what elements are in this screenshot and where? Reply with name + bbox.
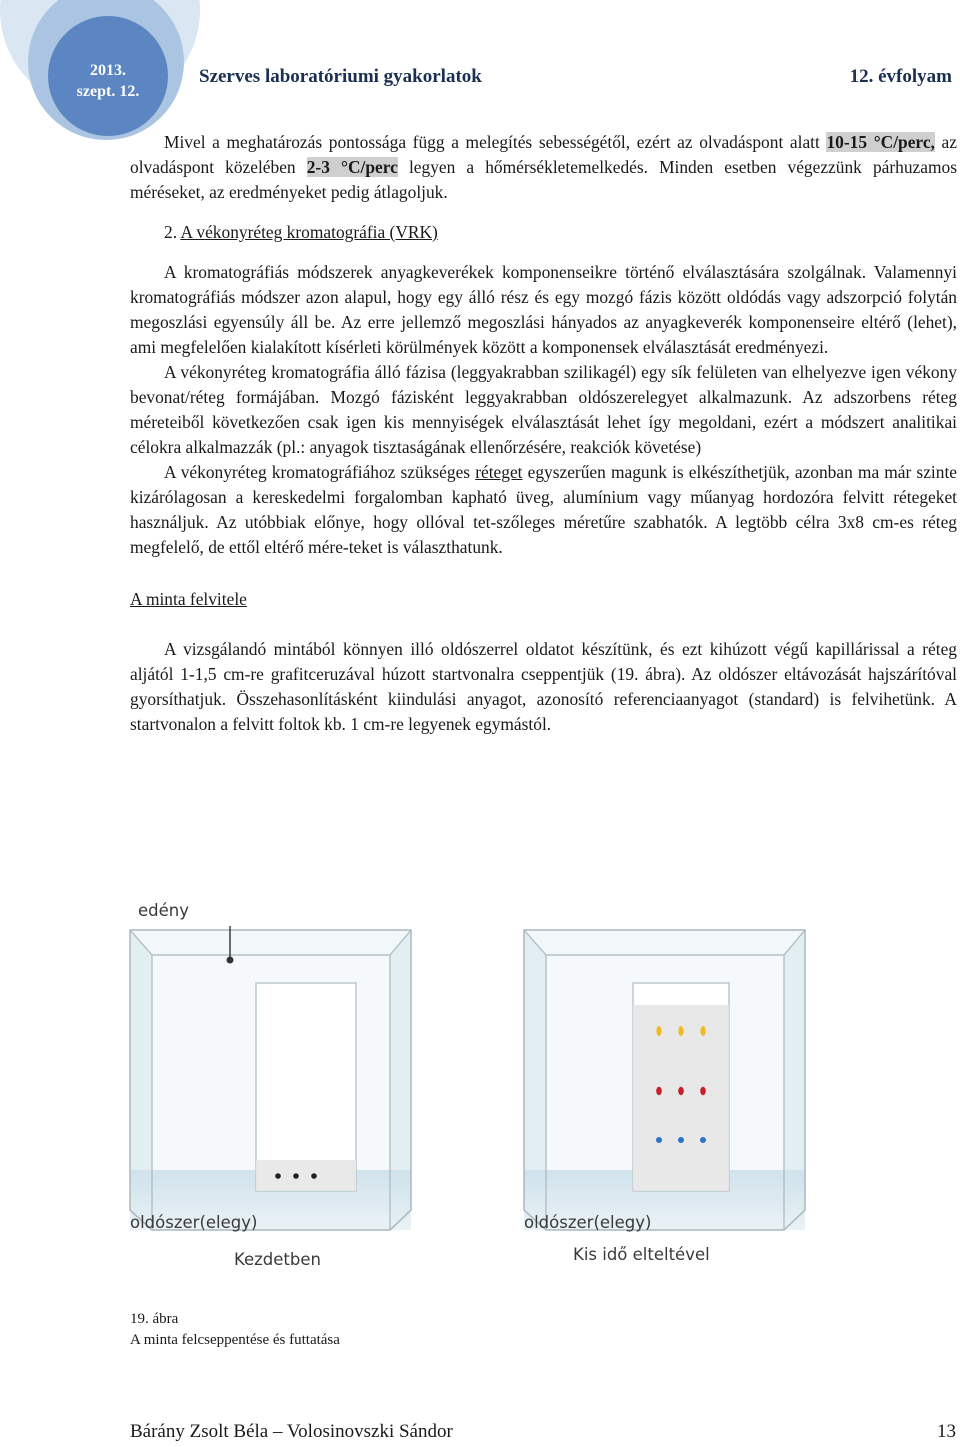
sample-paragraph: A vizsgálandó mintából könnyen illó oldószerrel oldatot készítünk, és ezt kihúzott végű kapillárissal a réteg aljától 1-1,5 cm-re grafitceruzával húzott startvonalra cseppentjük (19. ábra). Az oldószer eltávozását hajszárítóval gyorsíthatjuk. Összehasonlításként kiindulási anyagot, azonosító referenciaanyagot (standard) is felvihetünk. A startvonalon a felvitt foltok kb. 1 cm-re legyenek egymástól. — [130, 639, 957, 734]
footer-authors: Bárány Zsolt Béla – Volosinovszki Sándor — [130, 1421, 453, 1442]
vessel-left — [130, 930, 411, 1230]
figure-caption — [130, 1309, 340, 1351]
spot-yellow — [678, 1026, 683, 1036]
section-2-paragraph-3 — [130, 460, 957, 560]
header-date-day: szept. 12. — [76, 83, 140, 100]
section-2-p3-text-a: A vékonyréteg kromatográfiához szükséges — [164, 462, 476, 482]
header-date — [58, 60, 158, 102]
melting-text-a: Mivel a meghatározás pontossága függ a melegítés sebességétől, ezért az olvadáspont alatt — [164, 132, 827, 152]
figure-number: 19. ábra — [130, 1311, 179, 1327]
vessel-pointer-dot — [227, 957, 234, 964]
sample-title-text: A minta felvitele — [130, 589, 247, 609]
figure-caption-text: A minta felcseppentése és futtatása — [130, 1332, 340, 1348]
spot-blue — [678, 1137, 684, 1143]
melting-text-c: legyen a hőmérsékletemelkedés. Minden esetben végezzünk párhuzamos méréseket, az eredményeket pedig átlagoljuk. — [130, 157, 957, 202]
spot-yellow — [656, 1026, 661, 1036]
heating-rate-2: 2-3 °C/perc — [306, 157, 398, 177]
melting-text-b: az olvadáspont közelében — [130, 132, 957, 177]
solvent-label-left: oldószer(elegy) — [130, 1213, 258, 1232]
spot-red — [700, 1087, 706, 1095]
spot-red — [656, 1087, 662, 1095]
start-spot — [311, 1173, 317, 1179]
start-spot — [293, 1173, 299, 1179]
section-2-title: A vékonyréteg kromatográfia (VRK) — [180, 222, 438, 242]
header-course-title: Szerves laboratóriumi gyakorlatok — [199, 66, 482, 87]
tlc-figure — [128, 890, 828, 1290]
spot-blue — [656, 1137, 662, 1143]
figure-caption-right: Kis idő elteltével — [573, 1245, 710, 1264]
spot-blue — [700, 1137, 706, 1143]
start-spot — [275, 1173, 281, 1179]
solvent-label-right: oldószer(elegy) — [524, 1213, 652, 1232]
section-2-p3-text-b: egyszerűen magunk is elkészíthetjük, azonban ma már szinte kizárólagosan a kereskedelmi forgalomban kapható üveg, alumínium vagy műanyag hordozóra felvitt rétegeket használjuk. Az utóbbiak előnye, hogy ollóval tet-szőleges méretűre szabhatók. A legtöbb célra 3x8 cm-es réteg megfelelő, de ettől eltérő mére-teket is választhatunk. — [130, 462, 957, 557]
tlc-plate-left — [256, 983, 356, 1191]
reteg-link[interactable]: réteget — [475, 462, 523, 482]
sample-section-title — [130, 587, 957, 612]
spot-yellow — [700, 1026, 705, 1036]
section-2-heading — [130, 220, 957, 245]
melting-paragraph — [130, 130, 957, 205]
spot-red — [678, 1087, 684, 1095]
heating-rate-1: 10-15 °C/perc, — [826, 132, 935, 152]
figure-caption-left: Kezdetben — [234, 1250, 321, 1269]
section-2-paragraph-2: A vékonyréteg kromatográfia álló fázisa (leggyakrabban szilikagél) egy sík felületen van elhelyezve igen vékony bevonat/réteg formájában. Mozgó fázisként leggyakrabban oldószerelegyet alkalmazunk. Az adszorbens réteg méreteiből következően csak igen kis mennyiségek elválasztását lehet így megoldani, ezért a módszert analitikai célokra alkalmazzák (pl.: anyagok tisztaságának ellenőrzésére, reakciók követése) — [130, 362, 957, 457]
header-year: 12. évfolyam — [849, 66, 952, 87]
vessel-label: edény — [138, 901, 189, 920]
vessel-right — [524, 930, 805, 1230]
section-2-paragraph-1: A kromatográfiás módszerek anyagkeverékek komponenseikre történő elválasztására szolgálnak. Valamennyi kromatográfiás módszer azon alapul, hogy egy álló rész és egy mozgó fázis között oldódás vagy adszorpció folytán megoszlási egyensúly áll be. Az erre jellemző megoszlási hányados az anyagkeverék komponenseire eltérő (lehet), ami megfelelően kialakított kísérleti körülmények között a komponensek elválasztását eredményezi. — [130, 262, 957, 357]
header-date-year: 2013. — [90, 62, 126, 79]
section-2-number: 2. — [164, 222, 178, 242]
main-content — [130, 130, 957, 737]
page-number: 13 — [937, 1421, 956, 1442]
